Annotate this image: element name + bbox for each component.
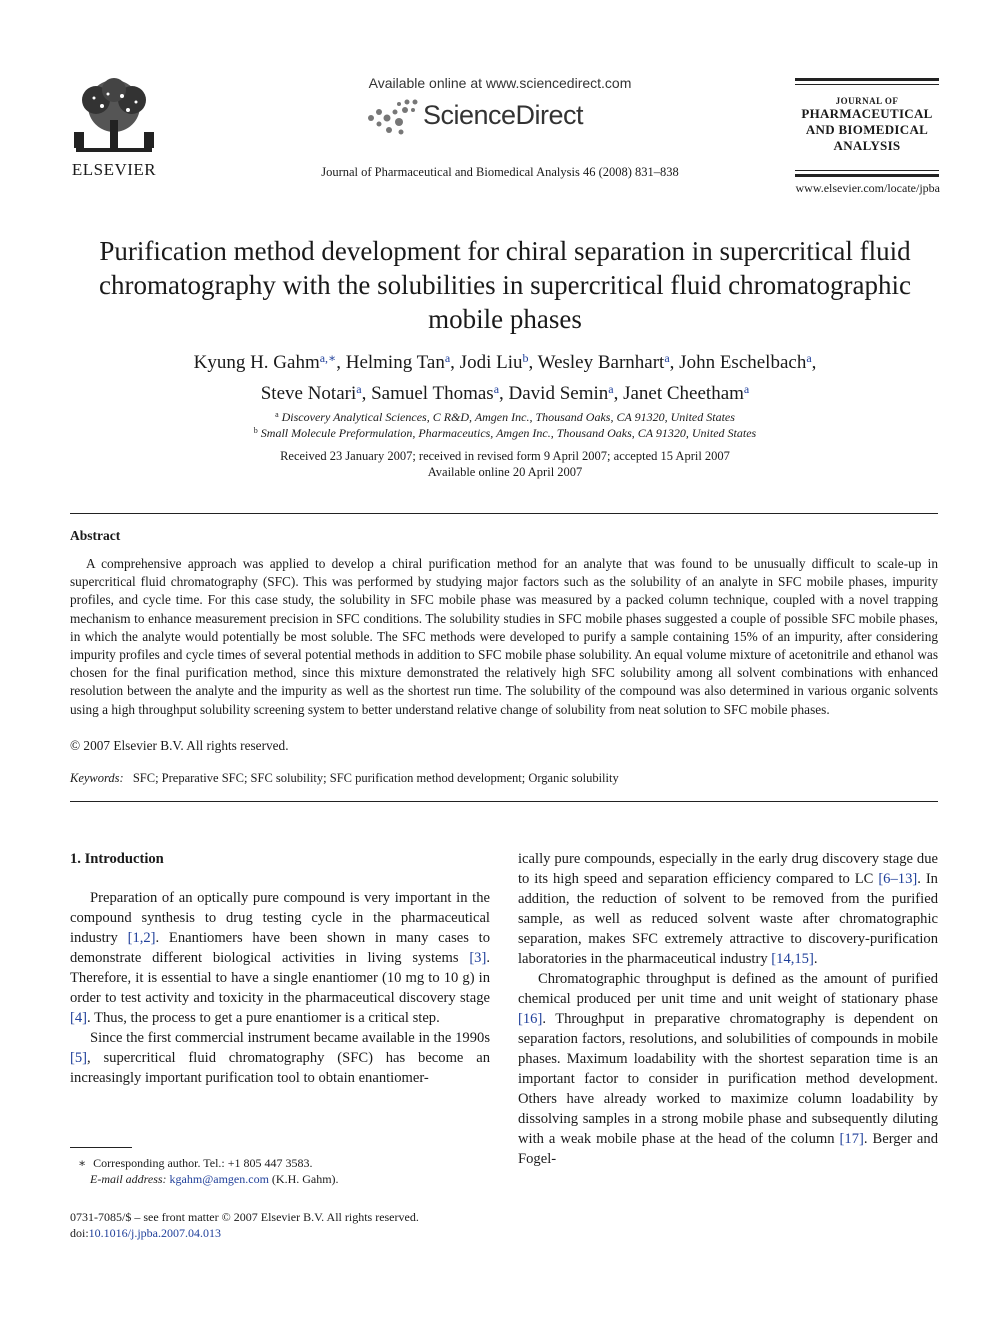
text-run: . Throughput in preparative chromatography is dependent on separation factors, resolutions, and solubilities of compounds in mobile phases. Maximum loadability with the shortest separation time is an important factor to consider in purification method development. Others have already worked to maximize column loadability by dissolving samples in a strong mobile phase and subsequently diluting with a weak mobile phase at the head of the column (518, 1011, 938, 1147)
footnote-divider (70, 1147, 132, 1148)
citation-link[interactable]: [16] (518, 1011, 543, 1027)
affiliation-b (80, 426, 930, 441)
doi-label: doi: (70, 1226, 89, 1240)
citation-link[interactable]: [5] (70, 1050, 88, 1066)
affiliation-mark: a (275, 410, 279, 419)
elsevier-logo (66, 76, 162, 180)
affiliation-a (80, 410, 930, 425)
text-run: . Therefore, it is essential to have a single enantiomer (10 mg to 10 g) in order to test activity and toxicity in the pharmaceutical discovery stage (70, 950, 490, 1006)
publisher-name: ELSEVIER (71, 160, 157, 179)
abstract-body: A comprehensive approach was applied to develop a chiral purification method for an analyte that was found to be unusually difficult to scale-up in supercritical fluid chromatography (SFC). This was performed by studying major factors such as the solubility of an analyte in SFC mobile phases, impurity profiles, and cycle time. For this case study, the solubility in SFC mobile phase was measured by a packed column technique, coupled with a novel trapping mechanism to enhance measurement precision in SFC conditions. The solubility studies in SFC mobile phases suggested a couple of possible SFC mobile phases, in which the analyte would potentially be most soluble. The SFC methods were developed to purify a sample containing 15% of an impurity, after considering impurity profiles and cycle times of several potential methods in addition to SFC mobile phase solubility. An equal volume mixture of acetonitrile and ethanol was chosen for the final purification method, since this mixture demonstrated the relatively high SFC solubility among all solvent combinations with enhanced resolution between the analyte and the impurity as well as the shortest run time. The solubility of the compound was also determined in various organic solvents using a high throughput solubility screening system to better understand relative change of solubility from neat solution to SFC mobile phases. (70, 556, 938, 717)
text-run: Since the first commercial instrument became available in the 1990s (90, 1030, 490, 1046)
online-date: Available online 20 April 2007 (427, 465, 583, 479)
journal-masthead-title (795, 96, 939, 154)
paper-title: Purification method development for chiral separation in supercritical fluid chromatography with the solubilities in supercritical fluid chromatographic mobile phases (98, 236, 912, 334)
author-affiliation-link[interactable]: a (493, 382, 500, 396)
citation-link[interactable]: [3] (469, 950, 487, 966)
citation-link[interactable]: [14,15] (771, 951, 814, 967)
author-name: John Eschelbach (679, 352, 807, 373)
corresponding-author-note (78, 1155, 313, 1171)
text-run: . (813, 951, 818, 967)
author-separator: , (528, 352, 538, 373)
section-heading: 1. Introduction (70, 851, 164, 867)
doi-line (70, 1225, 221, 1241)
author-name: Jodi Liu (459, 352, 523, 373)
keywords-label: Keywords: (70, 771, 124, 785)
masthead-line2: PHARMACEUTICAL (801, 106, 933, 121)
footnote-mark: ∗ (78, 1156, 87, 1170)
author-separator: , (811, 352, 817, 373)
author-name: Helming Tan (345, 352, 445, 373)
abstract-heading: Abstract (70, 528, 121, 543)
available-online-text: Available online at www.sciencedirect.com (368, 75, 632, 91)
masthead-line3: AND BIOMEDICAL (805, 122, 929, 137)
sciencedirect-wordmark: ScienceDirect (423, 100, 584, 130)
citation-link[interactable]: [6–13] (878, 871, 918, 887)
author-affiliation-link[interactable]: a (608, 382, 614, 396)
author-separator: , (336, 352, 346, 373)
divider (70, 801, 938, 802)
author-separator: , (613, 383, 624, 404)
issn-line: 0731-7085/$ – see front matter © 2007 Elsevier B.V. All rights reserved. (70, 1210, 419, 1224)
affiliation-text: Small Molecule Preformulation, Pharmaceutics, Amgen Inc., Thousand Oaks, CA 91320, United States (260, 426, 757, 440)
sciencedirect-dots-icon (365, 96, 421, 138)
masthead-line4: ANALYSIS (833, 138, 901, 153)
email-note (90, 1171, 339, 1187)
author-affiliation-link[interactable]: a (664, 351, 670, 365)
citation-link[interactable]: [1,2] (127, 930, 156, 946)
author-separator: , (361, 383, 372, 404)
text-run: . In addition, the reduction of solvent to be removed from the purified sample, as well as reduced solvent waste after chromatographic separation, makes SFC extremely attractive to discovery-purification laboratories in the pharmaceutical industry (518, 871, 938, 967)
keywords (70, 771, 619, 786)
journal-url-link[interactable]: www.elsevier.com/locate/jpba (795, 181, 940, 195)
author-affiliation-link[interactable]: a (356, 382, 362, 396)
affiliation-text: Discovery Analytical Sciences, C R&D, Amgen Inc., Thousand Oaks, CA 91320, United States (281, 410, 735, 424)
author-affiliation-link[interactable]: b (522, 351, 529, 365)
elsevier-tree-icon (66, 76, 162, 160)
text-run: . Berger and Fogel- (518, 1131, 938, 1167)
doi-link[interactable]: 10.1016/j.jpba.2007.04.013 (88, 1226, 221, 1240)
right-column (518, 849, 938, 1169)
author-affiliation-link[interactable]: a (743, 382, 750, 396)
text-run: Preparation of an optically pure compound is very important in the compound synthesis to drug testing cycle in the pharmaceutical industry (70, 890, 490, 946)
citation-link[interactable]: [4] (70, 1010, 88, 1026)
email-suffix: (K.H. Gahm). (268, 1172, 339, 1186)
author-name: Steve Notari (260, 383, 357, 404)
masthead-rule (795, 174, 939, 177)
author-separator: , (669, 352, 680, 373)
author-separator: , (450, 352, 460, 373)
author-separator: , (499, 383, 509, 404)
text-run: Chromatographic throughput is defined as the amount of purified chemical produced per unit time and unit weight of stationary phase (518, 971, 938, 1007)
author-name: Kyung H. Gahm (193, 352, 320, 373)
citation-link[interactable]: [17] (839, 1131, 864, 1147)
journal-masthead (795, 78, 939, 178)
author-list (80, 345, 930, 407)
author-affiliation-link[interactable]: a (444, 351, 451, 365)
email-label: E-mail address: (90, 1172, 167, 1186)
text-run: , supercritical fluid chromatography (SFC) has become an increasingly important purification tool to obtain enantiomer- (70, 1050, 490, 1086)
received-dates: Received 23 January 2007; received in revised form 9 April 2007; accepted 15 April 2007 (280, 449, 730, 463)
paragraph (70, 888, 490, 1028)
sciencedirect-logo[interactable] (365, 96, 625, 138)
author-affiliation-link[interactable]: a (806, 351, 812, 365)
email-link[interactable]: kgahm@amgen.com (169, 1172, 269, 1186)
text-run: . Enantiomers have been shown in many cases to demonstrate different biological activities in living systems (70, 930, 491, 966)
paragraph (518, 849, 938, 969)
author-affiliation-link[interactable]: a,∗ (319, 351, 337, 365)
affiliation-mark: b (253, 426, 258, 435)
paragraph (70, 1028, 490, 1088)
paragraph (518, 969, 938, 1169)
author-name: Samuel Thomas (371, 383, 494, 404)
masthead-rule (795, 78, 939, 81)
masthead-rule (795, 170, 939, 171)
abstract-copyright: © 2007 Elsevier B.V. All rights reserved. (70, 738, 289, 753)
text-run: ically pure compounds, especially in the early drug discovery stage due to its high speed and separation efficiency compared to LC (518, 851, 938, 887)
left-column (70, 849, 490, 1088)
masthead-rule (795, 84, 939, 85)
masthead-line1: JOURNAL OF (835, 96, 899, 106)
keywords-list: SFC; Preparative SFC; SFC solubility; SFC purification method development; Organic solubility (132, 771, 619, 785)
author-name: Wesley Barnhart (537, 352, 665, 373)
author-name: David Semin (508, 383, 609, 404)
corresponding-text: Corresponding author. Tel.: +1 805 447 3583. (93, 1156, 313, 1170)
divider (70, 513, 938, 514)
text-run: . Thus, the process to get a pure enantiomer is a critical step. (87, 1010, 440, 1026)
author-name: Janet Cheetham (623, 383, 744, 404)
journal-citation: Journal of Pharmaceutical and Biomedical Analysis 46 (2008) 831–838 (321, 165, 679, 179)
